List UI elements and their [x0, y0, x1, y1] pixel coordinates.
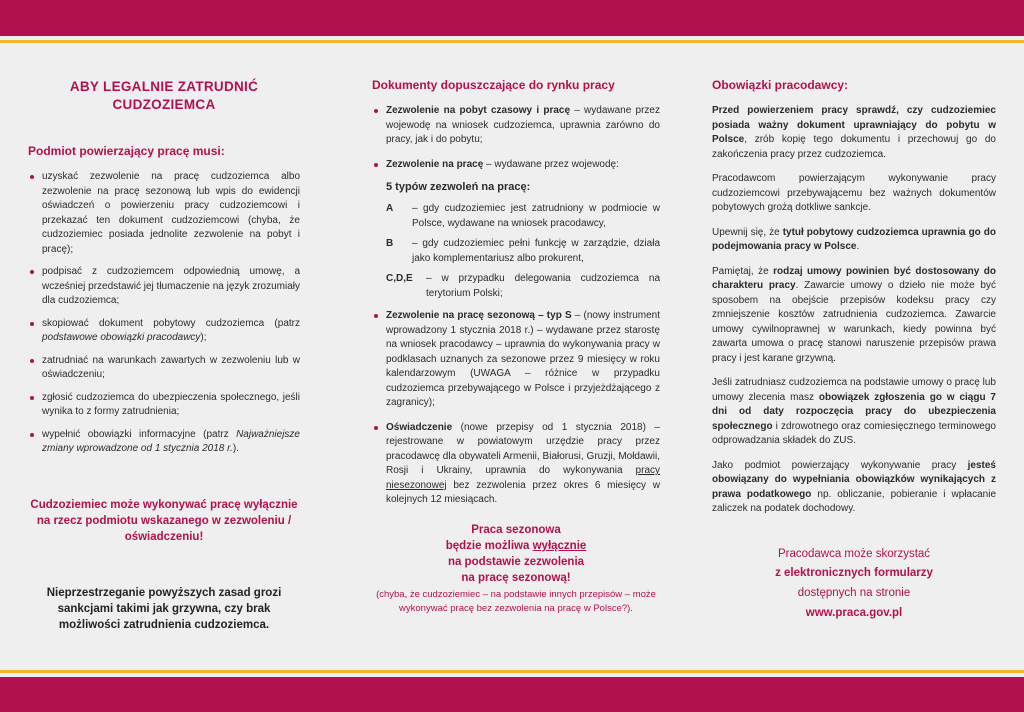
paragraph: Upewnij się, że tytuł pobytowy cudzoziemca uprawnia go do podejmowania pracy w Polsce. — [712, 226, 996, 253]
permit-type-row: A – gdy cudzoziemiec jest zatrudniony w podmiocie w Polsce, wydawane na wniosek pracodawcy, — [386, 203, 660, 229]
paragraph: Jako podmiot powierzający wykonywanie pracy jesteś obowiązany do wypełniania obowiązków wynikających z prawa podatkowego np. obliczanie, pobieranie i wpłacanie zaliczek na podatek dochodowy. — [712, 459, 997, 515]
top-stripe — [0, 40, 1024, 43]
right-title: Obowiązki pracodawcy: — [712, 78, 849, 92]
list-item: skopiować dokument pobytowy cudzoziemca (patrz podstawowe obowiązki pracodawcy); — [28, 317, 300, 346]
permit-type-row: C,D,E – w przypadku delegowania cudzoziemca na terytorium Polski; — [386, 273, 660, 299]
left-column — [28, 70, 300, 660]
requirements-list — [28, 170, 300, 457]
seasonal-note: (chyba, że cudzoziemiec – na podstawie innych przepisów – może wykonywać pracę bez zezwolenia na pracę w Polsce?). — [376, 589, 656, 614]
documents-list — [372, 104, 660, 507]
callout-employer-only: Cudzoziemiec może wykonywać pracę wyłącznie na rzecz podmiotu wskazanego w zezwoleniu / oświadczeniu! — [30, 498, 298, 544]
list-item: zatrudniać na warunkach zawartych w zezwoleniu lub w oświadczeniu; — [28, 354, 300, 383]
bottom-band — [0, 677, 1024, 712]
list-item: zgłosić cudzoziemca do ubezpieczenia społecznego, jeśli wynika to z formy zatrudnienia; — [28, 391, 300, 420]
top-band — [0, 0, 1024, 36]
middle-column — [372, 70, 660, 660]
paragraph: Pracodawcom powierzającym wykonywanie pracy cudzoziemcowi przebywającemu bez ważnych dokumentów pobytowych grożą dotkliwe sankcje. — [712, 173, 996, 214]
page-title: ABY LEGALNIE ZATRUDNIĆ CUDZOZIEMCA — [69, 79, 259, 112]
list-item: Zezwolenie na pracę sezonową – typ S – (nowy instrument wprowadzony 1 stycznia 2018 r.) – wydawane przez starostę na wniosek pracodawcy – uprawnia do wykonywania pracy w podklasach uznanych za sezonowe przez 9 miesięcy w roku kalendarzowym (UWAGA – różnice w przypadku cudzoziemca przebywającego w Polsce i przyjeżdżającego z zagranicy); — [372, 309, 660, 411]
callout-forms: Pracodawca może skorzystać z elektronicznych formularzy dostępnych na stronie www.praca.gov.pl — [712, 545, 996, 623]
permit-types-title: 5 typów zezwoleń na pracę: — [386, 181, 531, 194]
callout-sanctions: Nieprzestrzeganie powyższych zasad grozi sankcjami takimi jak grzywna, czy brak możliwości zatrudnienia cudzoziemca. — [46, 587, 282, 632]
paragraph: Przed powierzeniem pracy sprawdź, czy cudzoziemiec posiada ważny dokument uprawniający do pobytu w Polsce, zrób kopię tego dokumentu i przechowuj go do zakończenia pracy przez cudzoziemca. — [712, 105, 996, 160]
list-item: wypełnić obowiązki informacyjne (patrz Najważniejsze zmiany wprowadzone od 1 stycznia 2018 r.). — [28, 428, 300, 457]
callout-seasonal-work: Praca sezonowa będzie możliwa wyłącznie na podstawie zezwolenia na pracę sezonową! — [445, 523, 587, 585]
paragraph: Jeśli zatrudniasz cudzoziemca na podstawie umowy o pracę lub umowy zlecenia masz obowiązek zgłoszenia go w ciągu 7 dni od daty rozpoczęcia pracy do ubezpieczenia społecznego i zdrowotnego oraz comiesięcznego terminowego odprowadzania składek do ZUS. — [712, 377, 996, 447]
list-item: podpisać z cudzoziemcem odpowiednią umowę, a wcześniej przedstawić jej tłumaczenie na język zrozumiały dla cudzoziemca; — [28, 265, 300, 309]
paragraph: Pamiętaj, że rodzaj umowy powinien być dostosowany do charakteru pracy. Zawarcie umowy o dzieło nie może być sposobem na obejście przepisów kodeksu pracy czy zmniejszenie kosztów zatrudnienia cudzoziemca. Zawarcie umowy cywilnoprawnej w warunkach, kiedy powinna być zawarta umowa o pracę stanowi naruszenie przepisów prawa pracy i jest karane grzywną. — [712, 265, 996, 364]
bottom-stripe — [0, 670, 1024, 673]
permit-type-row: B – gdy cudzoziemiec pełni funkcję w zarządzie, działa jako komplementariusz albo prokurent, — [386, 238, 660, 264]
list-item: Zezwolenie na pobyt czasowy i pracę – wydawane przez wojewodę na wniosek cudzoziemca, uprawnia zarówno do pracy, jak i do pobytu; — [372, 104, 660, 148]
middle-title: Dokumenty dopuszczające do rynku pracy — [372, 78, 615, 92]
website-link[interactable]: www.praca.gov.pl — [805, 606, 903, 619]
list-item: Zezwolenie na pracę – wydawane przez wojewodę: 5 typów zezwoleń na pracę: A – gdy cudzoziemiec jest zatrudniony w podmiocie w Polsce, wydawane na wniosek pracodawcy, B – gdy cudzoziemiec pełni funkcję w zarządzie, działa jako komplementariusz albo prokurent, C,D,E – w przypadku delegowania cudzoziemca na terytorium Polski; — [372, 158, 660, 301]
list-item: Oświadczenie (nowe przepisy od 1 stycznia 2018) – rejestrowane w powiatowym urzędzie pracy przez pracodawcę dla obywateli Armenii, Białorusi, Gruzji, Mołdawii, Rosji i Ukrainy, uprawnia do wykonywania pracy niesezonowej bez zezwolenia przez okres 6 miesięcy w kolejnych 12 miesiącach. — [372, 421, 660, 508]
left-subtitle: Podmiot powierzający pracę musi: — [28, 144, 225, 159]
list-item: uzyskać zezwolenie na pracę cudzoziemca albo zezwolenie na pracę sezonową lub wpis do ewidencji oświadczeń o powierzeniu pracy cudzoziemcowi i przekazać ten dokument cudzoziemcowi (chyba, że cudzoziemiec posiada jednolite zezwolenie na pobyt i pracę); — [28, 170, 300, 257]
right-column — [712, 70, 996, 660]
